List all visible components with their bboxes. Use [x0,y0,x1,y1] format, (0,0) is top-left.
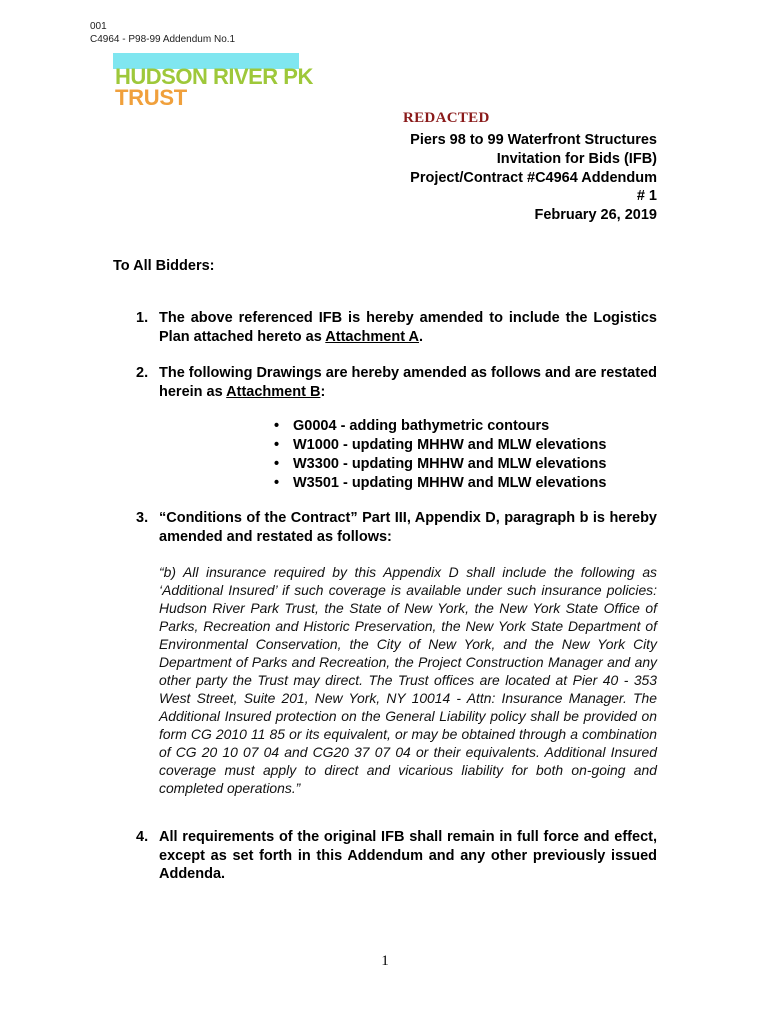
list-item [274,436,606,455]
hudson-river-park-trust-logo [113,53,313,110]
bullet-icon: • [274,437,280,453]
item-number: 2. [136,365,149,381]
document-reference-line: C4964 - P98-99 Addendum No.1 [90,34,236,45]
list-item-text: W3501 - updating MHHW and MLW elevations [293,475,607,491]
logo-line-2: TRUST [115,85,187,110]
list-item [274,474,606,493]
redacted-stamp: REDACTED [403,110,490,126]
page-number: 1 [381,953,389,969]
numbered-item-4 [136,828,657,884]
item-number: 4. [136,829,149,845]
item-text-lead: The following Drawings are hereby amended as follows and are restated herein as [159,365,657,400]
item-text [159,364,657,401]
numbered-item-2 [136,364,657,401]
item-text-tail: . [419,328,424,345]
salutation: To All Bidders: [113,258,215,274]
header-addendum-number: # 1 [636,188,657,205]
list-item-text: G0004 - adding bathymetric contours [293,418,550,434]
numbered-item-3 [136,509,657,546]
logo-line-1: HUDSON RIVER PK [115,64,313,89]
header-ifb-title: Invitation for Bids (IFB) [496,150,657,167]
header-date: February 26, 2019 [534,207,657,224]
attachment-a-reference: Attachment A [325,328,420,345]
insurance-clause-quote: “b) All insurance required by this Appendix D shall include the following as ‘Additional Insured’ if such coverage is available under such insurance policies: Hudson River Park Trust, the State of New York, the New York State Office of Parks, Recreation and Historic Preservation, the New York State Department of Environmental Conservation, the City of New York, and the New York City Department of Parks and Recreation, the Project Construction Manager and any other party the Trust may direct. The Trust offices are located at Pier 40 - 353 West Street, Suite 201, New York, NY 10014 - Attn: Insurance Manager. The Additional Insured protection on the General Liability policy shall be provided on form CG 2010 11 85 or its equivalent, or may be obtained through a combination of CG 20 10 07 04 and CG20 37 07 04 or their equivalents. Additional Insured coverage must apply to direct and vicarious liability for both on-going and completed operations.” [159,564,657,796]
item-text-tail: : [320,383,326,400]
document-header [410,131,657,225]
drawing-amendment-list [274,417,606,493]
bullet-icon: • [274,456,280,472]
item-number: 1. [136,310,149,326]
header-project-title: Piers 98 to 99 Waterfront Structures [410,132,657,148]
list-item-text: W3300 - updating MHHW and MLW elevations [293,456,607,472]
list-item-text: W1000 - updating MHHW and MLW elevations [293,437,607,453]
item-text: “Conditions of the Contract” Part III, Appendix D, paragraph b is hereby amended and restated as follows: [159,510,657,545]
bullet-icon: • [274,418,280,434]
bullet-icon: • [274,475,280,491]
item-text-lead: The above referenced IFB is hereby amended to include the Logistics Plan attached hereto as [159,310,657,345]
numbered-item-1 [136,309,657,346]
list-item [274,417,606,436]
list-item [274,455,606,474]
header-contract-line: Project/Contract #C4964 Addendum [410,169,657,186]
item-text: All requirements of the original IFB shall remain in full force and effect, except as set forth in this Addendum and any other previously issued Addenda. [159,829,657,882]
document-id-line: 001 [90,21,107,32]
item-text [159,309,657,346]
attachment-b-reference: Attachment B [226,383,321,400]
item-number: 3. [136,510,149,526]
